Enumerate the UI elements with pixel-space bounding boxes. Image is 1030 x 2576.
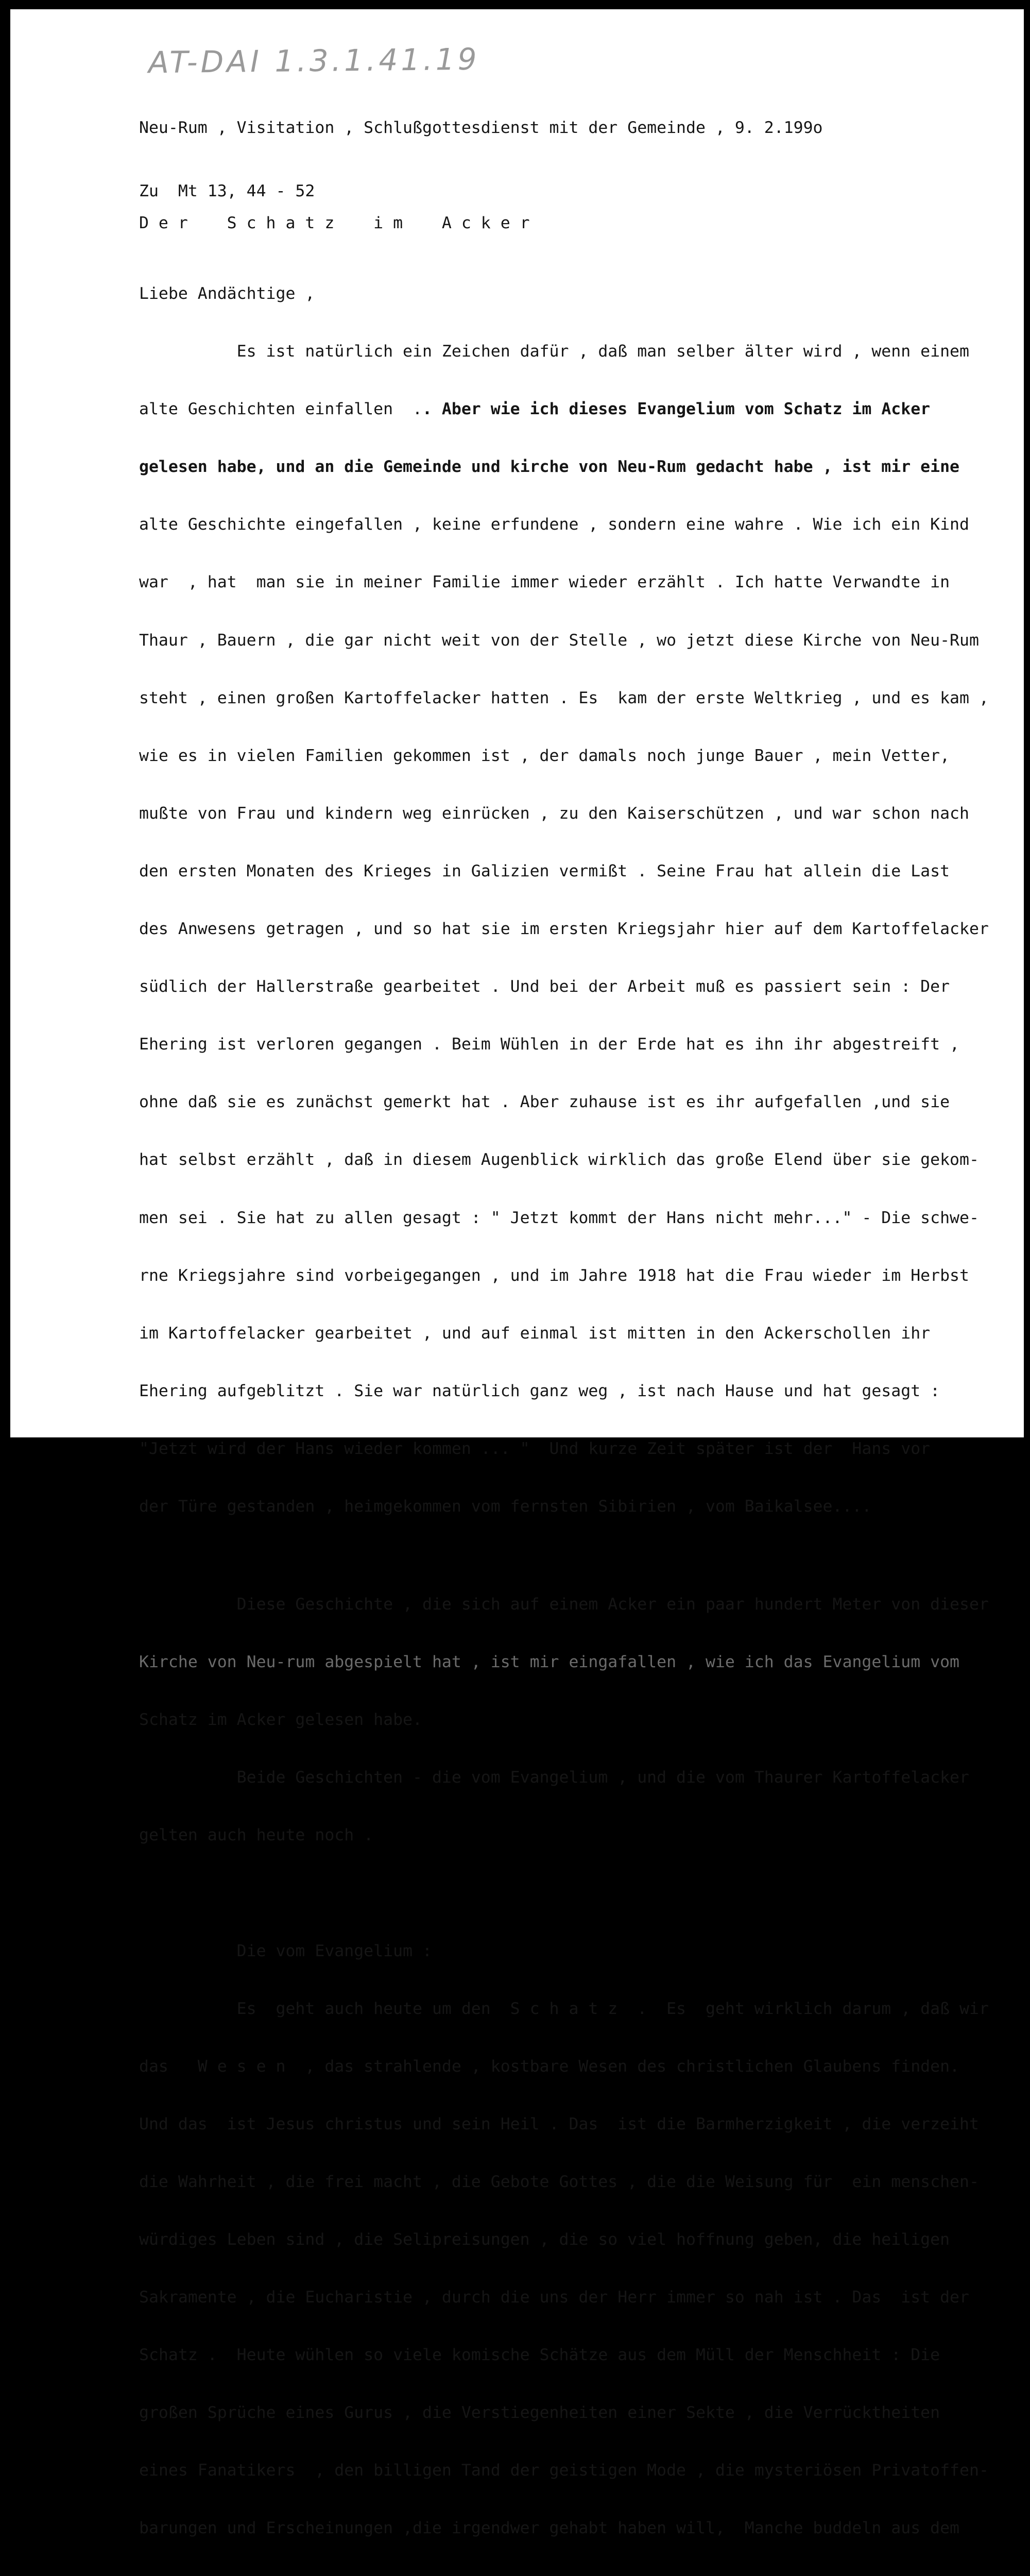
text-line: Thaur , Bauern , die gar nicht weit von der Stelle , wo jetzt diese Kirche von Neu-Rum — [139, 630, 999, 651]
text-line: hat selbst erzählt , daß in diesem Augenblick wirklich das große Elend über sie gekom- — [139, 1149, 999, 1170]
text-line: steht , einen großen Kartoffelacker hatten . Es kam der erste Weltkrieg , und es kam , — [139, 688, 999, 708]
text-line: barungen und Erscheinungen ,die irgendwer gehabt haben will, Manche buddeln aus dem — [139, 2518, 999, 2538]
text-line: Es geht auch heute um den S c h a t z . Es geht wirklich darum , daß wir — [139, 1998, 999, 2019]
sermon-title: D e r S c h a t z i m A c k e r — [139, 214, 530, 232]
document-heading: Neu-Rum , Visitation , Schlußgottesdienst mit der Gemeinde , 9. 2.199o — [139, 118, 823, 137]
text-line: war , hat man sie in meiner Familie immer wieder erzählt . Ich hatte Verwandte in — [139, 572, 999, 592]
text-line: wie es in vielen Familien gekommen ist , der damals noch junge Bauer , mein Vetter, — [139, 745, 999, 766]
text-line: Die vom Evangelium : — [139, 1941, 999, 1961]
text-line-bold: gelesen habe, und an die Gemeinde und kirche von Neu-Rum gedacht habe , ist mir eine — [139, 456, 999, 477]
text-line: die Wahrheit , die frei macht , die Gebote Gottes , die die Weisung für ein menschen- — [139, 2172, 999, 2192]
text-line: Beide Geschichten - die vom Evangelium , und die vom Thaurer Kartoffelacker — [139, 1767, 999, 1788]
text-line: "Jetzt wird der Hans wieder kommen ... " Und kurze Zeit später ist der Hans vor — [139, 1438, 999, 1459]
sermon-body — [139, 246, 999, 2576]
text-line: alte Geschichte eingefallen , keine erfundene , sondern eine wahre . Wie ich ein Kind — [139, 514, 999, 535]
scripture-reference: Zu Mt 13, 44 - 52 — [139, 182, 315, 200]
bold-insert: . Aber wie ich dieses Evangelium vom Schatz im Acker — [422, 400, 930, 418]
paragraph-gap — [139, 1554, 999, 1557]
text-line: Ehering aufgeblitzt . Sie war natürlich ganz weg , ist nach Hause und hat gesagt : — [139, 1381, 999, 1401]
text-line-part: alte Geschichten einfallen . — [139, 400, 422, 418]
text-line: das W e s e n , das strahlende , kostbare Wesen des christlichen Glaubens finden. — [139, 2056, 999, 2077]
text-line: Es ist natürlich ein Zeichen dafür , daß man selber älter wird , wenn einem — [139, 341, 999, 362]
text-line: mußte von Frau und kindern weg einrücken , zu den Kaiserschützen , und war schon nach — [139, 803, 999, 824]
text-line: Diese Geschichte , die sich auf einem Acker ein paar hundert Meter von dieser — [139, 1594, 999, 1615]
text-line: gelten auch heute noch . — [139, 1825, 999, 1845]
text-line: großen Sprüche eines Gurus , die Verstiegenheiten einer Sekte , die Verrücktheiten — [139, 2402, 999, 2423]
text-line: Liebe Andächtige , — [139, 283, 999, 304]
text-line: men sei . Sie hat zu allen gesagt : " Jetzt kommt der Hans nicht mehr..." - Die schwe- — [139, 1208, 999, 1228]
text-line: des Anwesens getragen , und so hat sie im ersten Kriegsjahr hier auf dem Kartoffelacker — [139, 919, 999, 939]
paragraph-gap — [139, 1883, 999, 1904]
text-line: rne Kriegsjahre sind vorbeigegangen , und im Jahre 1918 hat die Frau wieder im Herbst — [139, 1265, 999, 1286]
text-line: Sakramente , die Eucharistie , durch die uns der Herr immer so nah ist . Das ist der — [139, 2287, 999, 2308]
text-line: würdiges Leben sind , die Selipreisungen , die so viel hoffnung geben, die heiligen — [139, 2229, 999, 2250]
text-line: den ersten Monaten des Krieges in Galizien vermißt . Seine Frau hat allein die Last — [139, 861, 999, 882]
text-line: Schatz im Acker gelesen habe. — [139, 1709, 999, 1730]
text-line: Schatz . Heute wühlen so viele komische Schätze aus dem Müll der Menschheit : Die — [139, 2345, 999, 2365]
archive-signature-handwritten: AT-DAI 1.3.1.41.19 — [148, 42, 480, 80]
text-line: Ehering ist verloren gegangen . Beim Wühlen in der Erde hat es ihn ihr abgestreift , — [139, 1034, 999, 1055]
text-line: im Kartoffelacker gearbeitet , und auf einmal ist mitten in den Ackerschollen ihr — [139, 1323, 999, 1344]
text-line-faint: Kirche von Neu-rum abgespielt hat , ist mir eingafallen , wie ich das Evangelium vom — [139, 1652, 999, 1672]
text-line: eines Fanatikers , den billigen Tand der geistigen Mode , die mysteriösen Privatoffen- — [139, 2460, 999, 2481]
document-page — [10, 9, 1024, 1437]
text-line: Und das ist Jesus christus und sein Heil . Das ist die Barmherzigkeit , die verzeiht — [139, 2114, 999, 2134]
text-line: ohne daß sie es zunächst gemerkt hat . Aber zuhause ist es ihr aufgefallen ,und sie — [139, 1092, 999, 1112]
text-line — [139, 399, 999, 419]
text-line: südlich der Hallerstraße gearbeitet . Und bei der Arbeit muß es passiert sein : Der — [139, 976, 999, 997]
text-line: der Türe gestanden , heimgekommen vom fernsten Sibirien , vom Baikalsee.... — [139, 1496, 999, 1517]
